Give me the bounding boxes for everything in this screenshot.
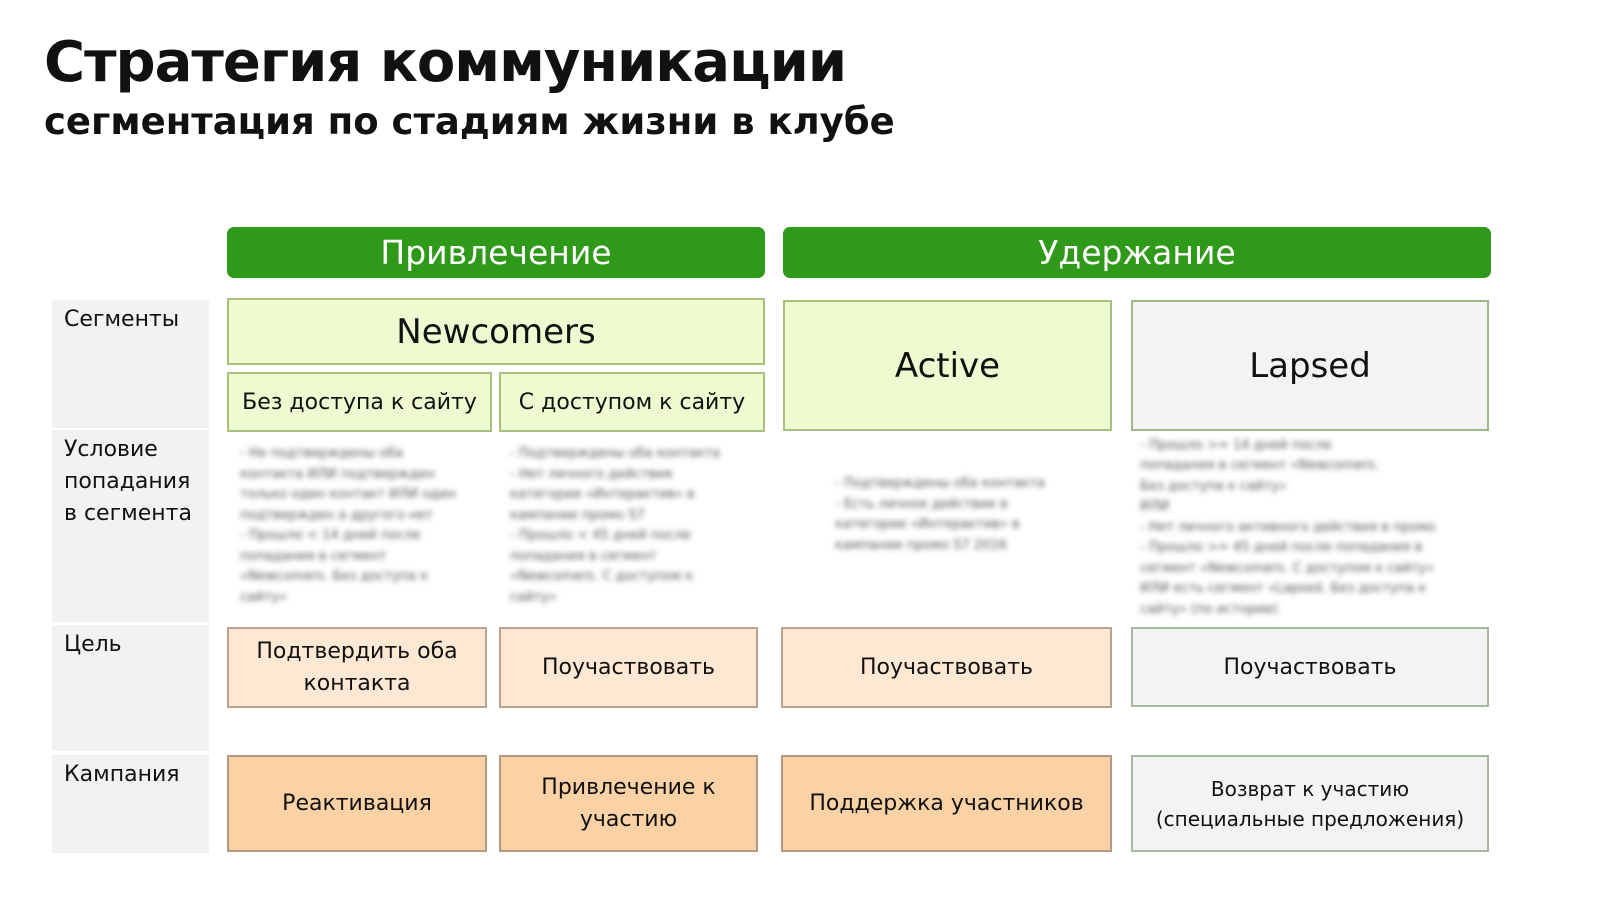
campaign-with-access: Привлечение к участию [499, 755, 758, 852]
page-subtitle: сегментация по стадиям жизни в клубе [44, 100, 895, 143]
condition-with-access: - Подтверждены оба контакта - Нет личного действия категории «Интерактив» в кампании промо S7 - Прошло < 45 дней после попадания в сегмент «Newcomers. С доступом к сайту» [510, 446, 720, 605]
segment-newcomers: Newcomers [227, 298, 765, 365]
segment-active: Active [783, 300, 1112, 431]
campaign-active: Поддержка участников [781, 755, 1112, 852]
goal-no-access: Подтвердить оба контакта [227, 627, 487, 708]
row-label-condition: Условие попадания в сегмента [52, 430, 209, 622]
row-label-segments: Сегменты [52, 300, 209, 428]
campaign-lapsed [1131, 755, 1489, 852]
campaign-lapsed-line2: (специальные предложения) [1155, 806, 1465, 831]
segment-newcomers-with-access: С доступом к сайту [499, 372, 765, 432]
row-label-goal: Цель [52, 625, 209, 751]
goal-active: Поучаствовать [781, 627, 1112, 708]
condition-active: - Подтверждены оба контакта - Есть личное действие в категории «Интерактив» в кампании промо S7 2016 [835, 476, 1045, 553]
campaign-no-access: Реактивация [227, 755, 487, 852]
row-label-campaign: Кампания [52, 755, 209, 853]
condition-lapsed: - Прошло >= 14 дней после попадания в сегмент «Newcomers. Без доступа к сайту» ИЛИ - Нет личного активного действия в промо - Прошло >= 45 дней после попадания в сегмент «Newcomers. С доступом к сайту» ИЛИ есть сегмент «Lapsed. Без доступа к сайту» (по истории) [1140, 437, 1436, 617]
phase-acquisition-header: Привлечение [227, 227, 765, 278]
condition-no-access: - Не подтверждены оба контакта ИЛИ подтвержден только один контакт ИЛИ один подтвержден а другого нет - Прошло < 14 дней после попадания в сегмент «Newcomers. Без доступа к сайту» [240, 446, 457, 605]
goal-lapsed: Поучаствовать [1131, 627, 1489, 707]
goal-with-access: Поучаствовать [499, 627, 758, 708]
phase-retention-header: Удержание [783, 227, 1491, 278]
page-title: Стратегия коммуникации [44, 30, 847, 95]
segment-lapsed: Lapsed [1131, 300, 1489, 431]
segment-newcomers-no-access: Без доступа к сайту [227, 372, 492, 432]
campaign-lapsed-line1: Возврат к участию [1210, 776, 1410, 801]
